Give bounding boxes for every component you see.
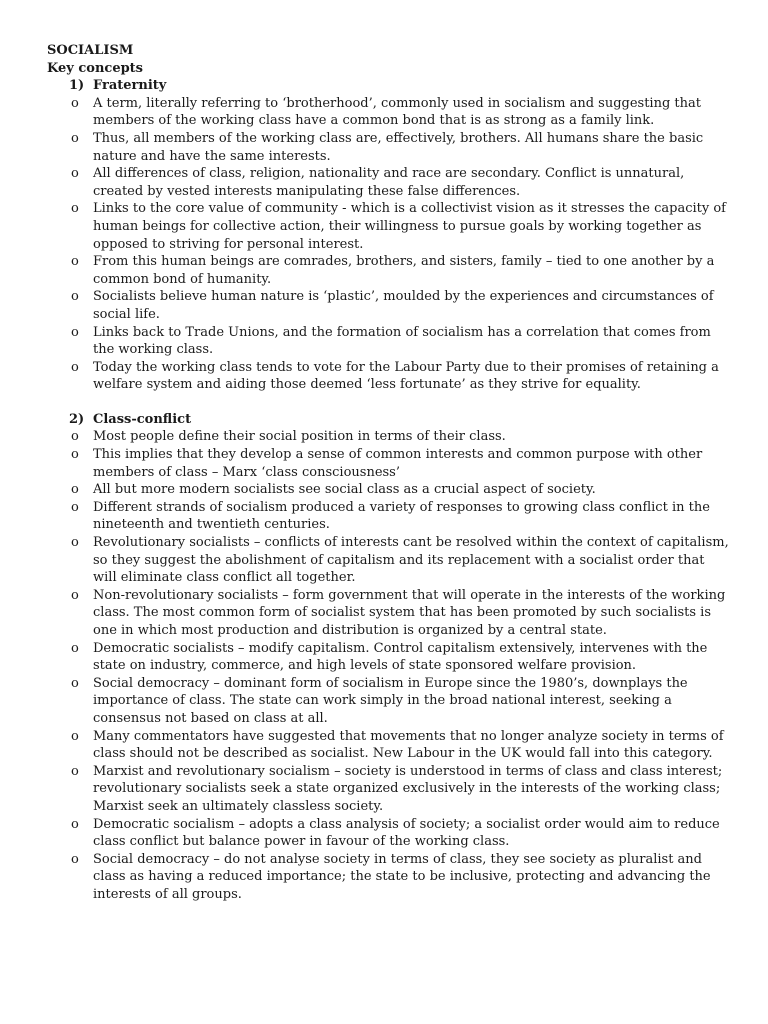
bullet-marker: o <box>71 166 79 182</box>
section-spacer <box>47 394 732 411</box>
bullet-marker: o <box>71 851 79 867</box>
section-number: 2) <box>69 411 85 427</box>
list-item-text: Different strands of socialism produced a variety of responses to growing class conflict in the nineteenth and twentieth centuries. <box>93 499 710 533</box>
list-item <box>47 728 732 763</box>
list-item <box>47 481 732 499</box>
list-item-text: Many commentators have suggested that movements that no longer analyze society in terms of class should not be described as socialist. New Labour in the UK would fall into this category. <box>93 728 724 762</box>
bullet-marker: o <box>71 587 79 603</box>
bullet-marker: o <box>71 254 79 270</box>
section-number: 1) <box>69 78 85 94</box>
list-item <box>47 587 732 640</box>
bullet-marker: o <box>71 95 79 111</box>
bullet-marker: o <box>71 289 79 305</box>
list-item-text: Social democracy – do not analyse society in terms of class, they see society as pluralist and class as having a reduced importance; the state to be inclusive, protecting and advancing the interests of all groups. <box>93 851 711 902</box>
list-item-text: Most people define their social position in terms of their class. <box>93 429 506 445</box>
list-item-text: Democratic socialists – modify capitalism. Control capitalism extensively, intervenes with the state on industry, commerce, and high levels of state sponsored welfare provision. <box>93 640 708 674</box>
list-item-text: Democratic socialism – adopts a class analysis of society; a socialist order would aim to reduce class conflict but balance power in favour of the working class. <box>93 816 720 850</box>
section-fraternity <box>47 77 732 394</box>
list-item-text: All differences of class, religion, nationality and race are secondary. Conflict is unnatural, created by vested interests manipulating these false differences. <box>93 166 685 199</box>
list-item <box>47 165 732 200</box>
document-subtitle: Key concepts <box>47 60 144 76</box>
list-item <box>47 851 732 904</box>
section-heading <box>69 411 732 429</box>
bullet-marker: o <box>71 429 79 445</box>
bullet-marker: o <box>71 499 79 515</box>
list-item-text: Socialists believe human nature is ‘plastic’, moulded by the experiences and circumstances of social life. <box>93 289 714 322</box>
list-item-text: Links back to Trade Unions, and the formation of socialism has a correlation that comes from the working class. <box>93 324 711 358</box>
section-title: Class-conflict <box>93 411 192 427</box>
list-item <box>47 130 732 165</box>
list-item-text: Non-revolutionary socialists – form government that will operate in the interests of the working class. The most common form of socialist system that has been promoted by such socialists is one in which most production and distribution is organized by a central state. <box>93 587 726 638</box>
bullet-marker: o <box>71 324 79 340</box>
section-class-conflict <box>47 411 732 904</box>
bullet-marker: o <box>71 447 79 463</box>
document-title: SOCIALISM <box>47 43 134 58</box>
list-item <box>47 428 732 446</box>
bullet-marker: o <box>71 201 79 217</box>
list-item <box>47 816 732 851</box>
list-item <box>47 200 732 253</box>
list-item <box>47 534 732 587</box>
list-item-text: This implies that they develop a sense of common interests and common purpose with other members of class – Marx ‘class consciousness’ <box>93 447 703 480</box>
list-item <box>47 446 732 481</box>
list-item <box>47 675 732 728</box>
list-item <box>47 763 732 816</box>
list-item-text: Thus, all members of the working class are, effectively, brothers. All humans share the basic nature and have the same interests. <box>93 130 704 164</box>
list-item-text: Revolutionary socialists – conflicts of interests cant be resolved within the context of capitalism, so they suggest the abolishment of capitalism and its replacement with a socialist order that will eliminate class conflict all together. <box>93 535 729 586</box>
bullet-marker: o <box>71 535 79 551</box>
list-item <box>47 499 732 534</box>
bullet-marker: o <box>71 728 79 744</box>
list-item <box>47 324 732 359</box>
bullet-marker: o <box>71 359 79 375</box>
section-title: Fraternity <box>93 78 167 94</box>
list-item <box>47 253 732 288</box>
bullet-marker: o <box>71 816 79 832</box>
list-item-text: Links to the core value of community - which is a collectivist vision as it stresses the capacity of human beings for collective action, their willingness to pursue goals by working together as opposed to striving for personal interest. <box>93 201 726 252</box>
bullet-marker: o <box>71 675 79 691</box>
list-item <box>47 640 732 675</box>
list-item-text: Marxist and revolutionary socialism – society is understood in terms of class and class interest; revolutionary socialists seek a state organized exclusively in the interests of the working class; Marxist seek an ultimately classless society. <box>93 763 723 814</box>
bullet-marker: o <box>71 130 79 146</box>
list-item-text: From this human beings are comrades, brothers, and sisters, family – tied to one another by a common bond of humanity. <box>93 254 715 287</box>
list-item <box>47 288 732 323</box>
bullet-marker: o <box>71 640 79 656</box>
list-item-text: All but more modern socialists see social class as a crucial aspect of society. <box>93 482 596 498</box>
list-item-text: Social democracy – dominant form of socialism in Europe since the 1980’s, downplays the importance of class. The state can work simply in the broad national interest, seeking a consensus not based on class at all. <box>93 675 688 726</box>
bullet-marker: o <box>71 482 79 498</box>
document-page <box>47 42 732 904</box>
list-item <box>47 95 732 130</box>
bullet-marker: o <box>71 763 79 779</box>
list-item-text: A term, literally referring to ‘brotherhood’, commonly used in socialism and suggesting that members of the working class have a common bond that is as strong as a family link. <box>93 95 701 129</box>
list-item-text: Today the working class tends to vote for the Labour Party due to their promises of retaining a welfare system and aiding those deemed ‘less fortunate’ as they strive for equality. <box>93 359 719 393</box>
list-item <box>47 359 732 394</box>
section-heading <box>69 77 732 95</box>
